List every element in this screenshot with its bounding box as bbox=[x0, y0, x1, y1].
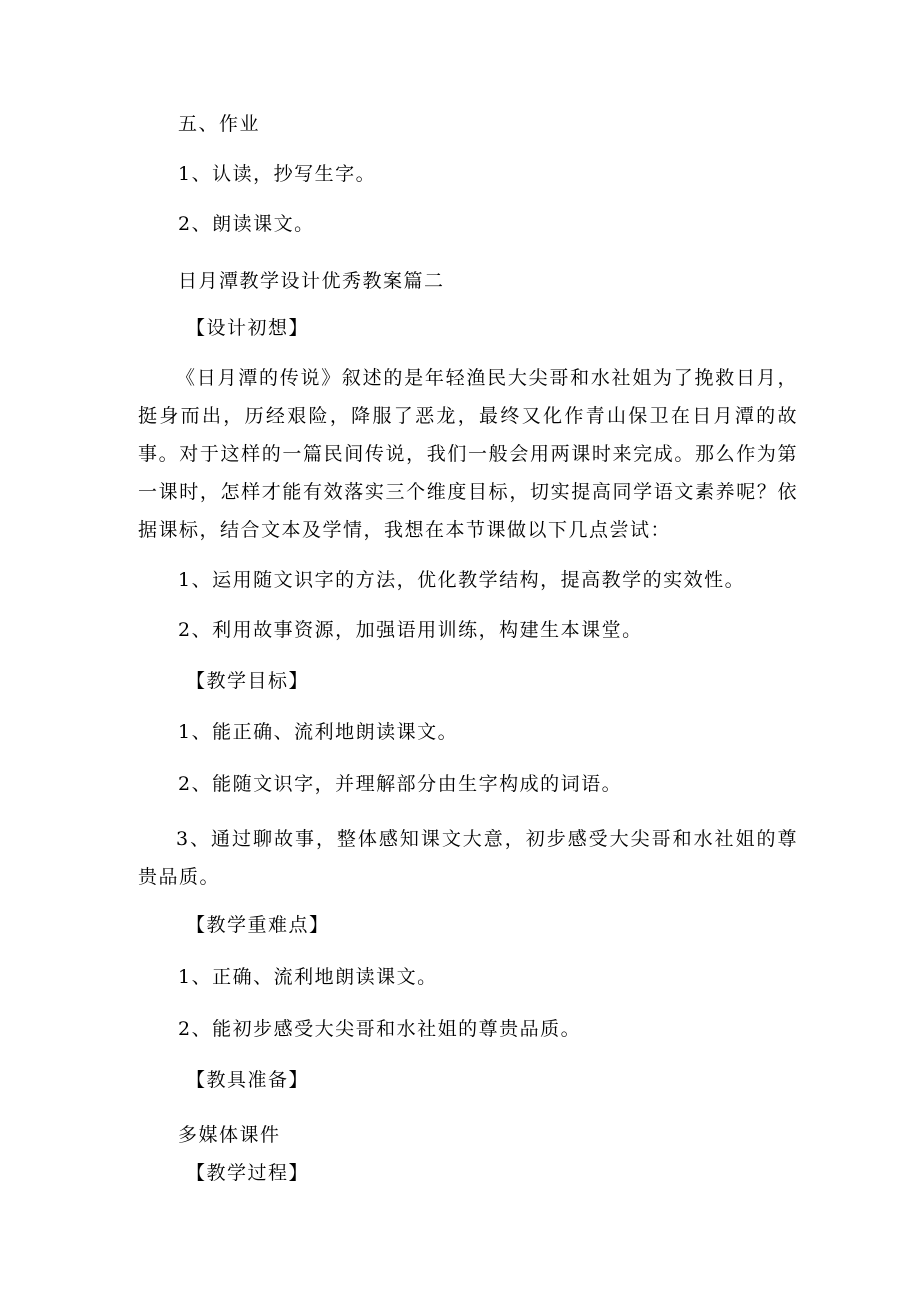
goal-item-2: 2、能随文识字，并理解部分由生字构成的词语。 bbox=[178, 773, 623, 795]
goal-item-1: 1、能正确、流利地朗读课文。 bbox=[178, 721, 459, 743]
design-item-2: 2、利用故事资源，加强语用训练，构建生本课堂。 bbox=[178, 619, 643, 641]
key-item-2: 2、能初步感受大尖哥和水社姐的尊贵品质。 bbox=[178, 1018, 582, 1040]
key-item-1: 1、正确、流利地朗读课文。 bbox=[178, 966, 438, 988]
goal-item-3: 3、通过聊故事，整体感知课文大意，初步感受大尖哥和水社姐的尊贵品质。 bbox=[138, 828, 798, 888]
design-item-1: 1、运用随文识字的方法，优化教学结构，提高教学的实效性。 bbox=[178, 569, 746, 591]
homework-heading: 五、作业 bbox=[178, 113, 261, 135]
process-heading: 【教学过程】 bbox=[186, 1162, 310, 1184]
homework-item-1: 1、认读，抄写生字。 bbox=[178, 163, 377, 185]
prep-heading: 【教具准备】 bbox=[186, 1069, 310, 1091]
key-heading: 【教学重难点】 bbox=[186, 914, 330, 936]
homework-item-2: 2、朗读课文。 bbox=[178, 213, 315, 235]
design-heading: 【设计初想】 bbox=[186, 317, 310, 339]
goals-heading: 【教学目标】 bbox=[186, 670, 310, 692]
design-paragraph: 《日月潭的传说》叙述的是年轻渔民大尖哥和水社姐为了挽救日月，挺身而出，历经艰险，降服了恶龙，最终又化作青山保卫在日月潭的故事。对于这样的一篇民间传说，我们一般会用两课时来完成。那么作为第一课时，怎样才能有效落实三个维度目标，切实提高同学语文素养呢？依据课标，结合文本及学情，我想在本节课做以下几点尝试： bbox=[138, 367, 798, 541]
prep-item: 多媒体课件 bbox=[178, 1124, 281, 1146]
section-title: 日月潭教学设计优秀教案篇二 bbox=[178, 270, 445, 292]
